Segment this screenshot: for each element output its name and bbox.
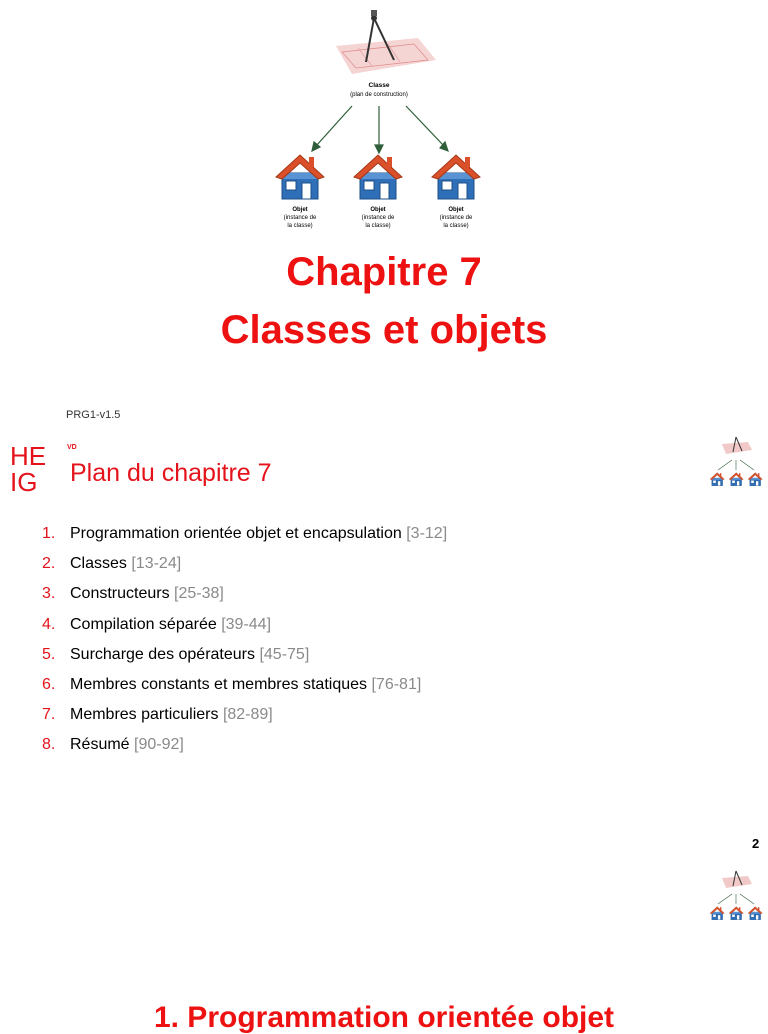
- outline-number: 8.: [42, 736, 56, 754]
- outline-number: 6.: [42, 675, 56, 693]
- version-label: PRG1-v1.5: [66, 409, 121, 421]
- outline-label: Classes: [70, 555, 127, 573]
- class-subtitle: (plan de construction): [350, 92, 408, 98]
- outline-number: 7.: [42, 706, 56, 724]
- object-title: Objet: [292, 207, 308, 213]
- class-object-thumbnail-icon: [706, 436, 766, 494]
- house-icon: [276, 155, 324, 199]
- outline-page-range: [13-24]: [131, 555, 182, 573]
- slide-title: Plan du chapitre 7: [70, 459, 272, 487]
- outline-label: Constructeurs: [70, 585, 170, 603]
- outline-item[interactable]: [42, 674, 447, 704]
- outline-label: Compilation séparée: [70, 615, 217, 633]
- diagram-arrows: [312, 106, 448, 153]
- outline-item[interactable]: [42, 583, 447, 613]
- object-line1: (instance de: [439, 215, 473, 221]
- outline-item[interactable]: [42, 644, 447, 674]
- object-line1: (instance de: [283, 215, 317, 221]
- object-line1: (instance de: [361, 215, 395, 221]
- outline-page-range: [39-44]: [221, 615, 272, 633]
- logo-bottom-letters: IG: [10, 467, 38, 493]
- object-line2: la classe): [443, 223, 469, 229]
- outline-page-range: [82-89]: [222, 706, 273, 724]
- outline-page-range: [25-38]: [174, 585, 224, 603]
- outline-label: Membres particuliers: [70, 706, 219, 724]
- outline-label: Résumé: [70, 736, 130, 754]
- outline-number: 5.: [42, 645, 56, 663]
- object-title: Objet: [448, 207, 464, 213]
- outline-label: Programmation orientée objet et encapsulation: [70, 525, 402, 542]
- chapter-title: Chapitre 7: [286, 250, 482, 294]
- house-icon: [354, 155, 402, 199]
- outline-number: 3.: [42, 585, 56, 603]
- class-title: Classe: [368, 82, 390, 89]
- class-object-thumbnail-icon: [706, 870, 766, 928]
- outline-item[interactable]: [42, 553, 447, 583]
- chapter-outline: [42, 523, 447, 765]
- page-number: 2: [752, 836, 760, 851]
- outline-page-range: [3-12]: [406, 525, 448, 542]
- outline-number: 1.: [42, 525, 56, 542]
- outline-page-range: [90-92]: [134, 736, 184, 754]
- logo-top-letters: HE: [10, 441, 47, 471]
- blueprint-compass-icon: [336, 10, 436, 74]
- outline-number: 4.: [42, 615, 56, 633]
- object-title: Objet: [370, 207, 386, 213]
- logo-superscript: VD: [67, 444, 77, 451]
- outline-item[interactable]: [42, 704, 447, 734]
- object-line2: la classe): [287, 223, 313, 229]
- outline-page-range: [45-75]: [259, 645, 310, 663]
- outline-item[interactable]: [42, 523, 447, 553]
- next-slide-title: 1. Programmation orientée objet: [153, 1001, 615, 1034]
- outline-item[interactable]: [42, 614, 447, 644]
- house-icon: [432, 155, 480, 199]
- object-line2: la classe): [365, 223, 391, 229]
- class-object-diagram: [268, 8, 508, 236]
- outline-number: 2.: [42, 555, 56, 573]
- chapter-subtitle: Classes et objets: [220, 308, 548, 352]
- outline-page-range: [76-81]: [371, 675, 422, 693]
- outline-item[interactable]: [42, 734, 447, 764]
- outline-label: Membres constants et membres statiques: [70, 675, 368, 693]
- outline-label: Surcharge des opérateurs: [70, 645, 255, 663]
